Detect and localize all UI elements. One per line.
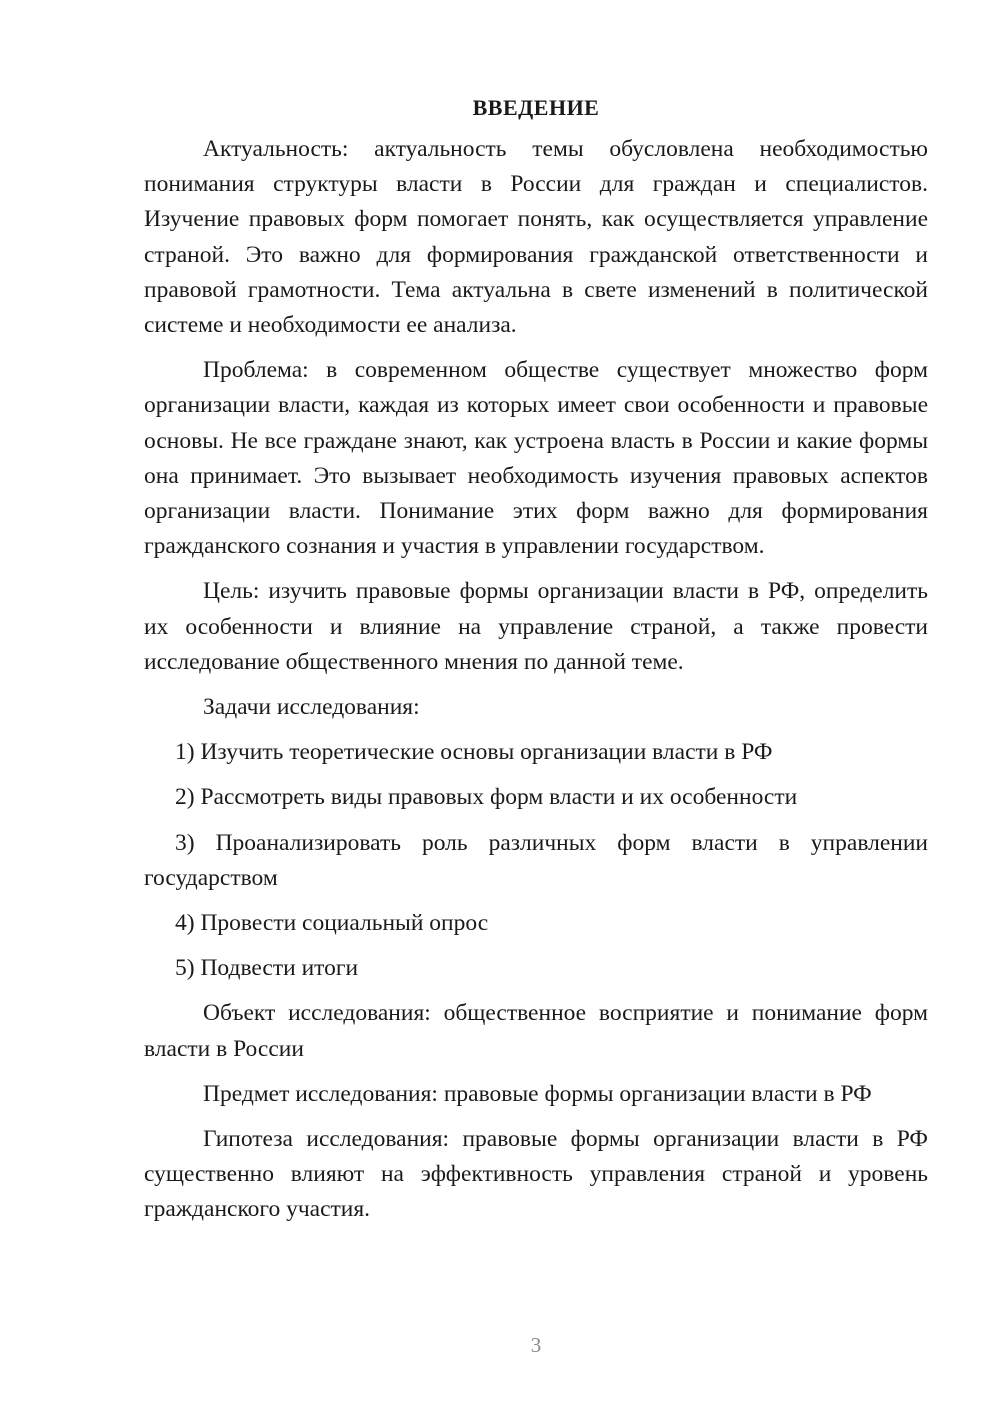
document-page	[144, 90, 928, 1238]
page-title: ВВЕДЕНИЕ	[472, 95, 600, 120]
task-item: 2) Рассмотреть виды правовых форм власти и их особенности	[175, 784, 798, 811]
task-item: 4) Провести социальный опрос	[175, 910, 489, 937]
problem-paragraph: Проблема: в современном обществе существует множество форм организации власти, каждая из которых имеет свои особенности и правовые основы. Не все граждане знают, как устроена власть в России и какие формы она принимает. Это вызывает необходимость изучения правовых аспектов организации власти. Понимание этих форм важно для формирования гражданского сознания и участия в управлении государством.	[144, 357, 928, 560]
task-item: 1) Изучить теоретические основы организации власти в РФ	[175, 739, 773, 766]
relevance-paragraph: Актуальность: актуальность темы обусловлена необходимостью понимания структуры власти в России для граждан и специалистов. Изучение правовых форм помогает понять, как осуществляется управление страной. Это важно для формирования гражданской ответственности и правовой грамотности. Тема актуальна в свете изменений в политической системе и необходимости ее анализа.	[144, 136, 928, 339]
hypothesis-paragraph: Гипотеза исследования: правовые формы организации власти в РФ существенно влияют на эффективность управления страной и уровень гражданского участия.	[144, 1126, 928, 1223]
task-item: 3) Проанализировать роль различных форм власти в управлении государством	[144, 829, 928, 891]
task-item: 5) Подвести итоги	[175, 955, 359, 982]
goal-paragraph: Цель: изучить правовые формы организации власти в РФ, определить их особенности и влияние на управление страной, а также провести исследование общественного мнения по данной теме.	[144, 578, 928, 675]
page-number: 3	[530, 1333, 542, 1357]
subject-paragraph: Предмет исследования: правовые формы организации власти в РФ	[203, 1080, 872, 1107]
object-paragraph: Объект исследования: общественное восприятие и понимание форм власти в России	[144, 1000, 928, 1062]
tasks-heading: Задачи исследования:	[203, 694, 420, 721]
